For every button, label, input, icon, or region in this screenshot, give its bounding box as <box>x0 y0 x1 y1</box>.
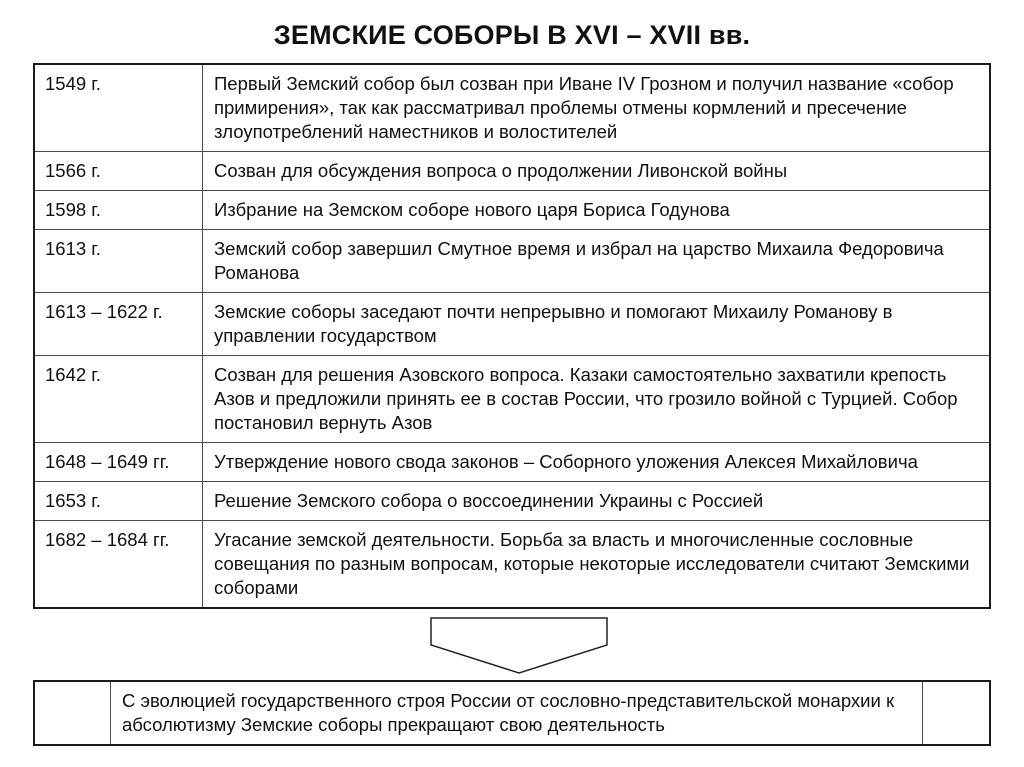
year-cell: 1566 г. <box>34 152 203 191</box>
year-cell: 1613 – 1622 г. <box>34 293 203 356</box>
year-cell: 1653 г. <box>34 482 203 521</box>
down-arrow-icon <box>430 617 608 675</box>
year-cell: 1682 – 1684 гг. <box>34 521 203 609</box>
page-title: ЗЕМСКИЕ СОБОРЫ В XVI – XVII вв. <box>273 20 751 50</box>
year-cell: 1648 – 1649 гг. <box>34 443 203 482</box>
event-cell: Земские соборы заседают почти непрерывно и помогают Михаилу Романову в управлении государством <box>203 293 991 356</box>
event-cell: Избрание на Земском соборе нового царя Бориса Годунова <box>203 191 991 230</box>
table-row <box>34 293 990 356</box>
event-cell: Решение Земского собора о воссоединении Украины с Россией <box>203 482 991 521</box>
table-row <box>34 191 990 230</box>
conclusion-right-cell <box>923 681 991 745</box>
event-cell: Утверждение нового свода законов – Соборного уложения Алексея Михайловича <box>203 443 991 482</box>
events-table <box>33 63 991 609</box>
table-row <box>34 482 990 521</box>
conclusion-row <box>34 681 990 745</box>
table-row <box>34 443 990 482</box>
year-cell: 1613 г. <box>34 230 203 293</box>
conclusion-box <box>33 680 991 746</box>
table-row <box>34 230 990 293</box>
conclusion-text: С эволюцией государственного строя России от сословно-представительской монархии к абсолютизму Земские соборы прекращают свою деятельность <box>111 681 923 745</box>
event-cell: Земский собор завершил Смутное время и избрал на царство Михаила Федоровича Романова <box>203 230 991 293</box>
table-row <box>34 152 990 191</box>
event-cell: Созван для решения Азовского вопроса. Казаки самостоятельно захватили крепость Азов и предложили принять ее в состав России, что грозило войной с Турцией. Собор постановил вернуть Азов <box>203 356 991 443</box>
table-row <box>34 521 990 609</box>
table-row <box>34 64 990 152</box>
year-cell: 1598 г. <box>34 191 203 230</box>
year-cell: 1642 г. <box>34 356 203 443</box>
table-row <box>34 356 990 443</box>
event-cell: Первый Земский собор был созван при Иване IV Грозном и получил название «собор примирения», так как рассматривал проблемы отмены кормлений и пресечение злоупотреблений наместников и волостителей <box>203 64 991 152</box>
event-cell: Созван для обсуждения вопроса о продолжении Ливонской войны <box>203 152 991 191</box>
event-cell: Угасание земской деятельности. Борьба за власть и многочисленные сословные совещания по разным вопросам, которые некоторые исследователи считают Земскими соборами <box>203 521 991 609</box>
year-cell: 1549 г. <box>34 64 203 152</box>
conclusion-left-cell <box>34 681 111 745</box>
